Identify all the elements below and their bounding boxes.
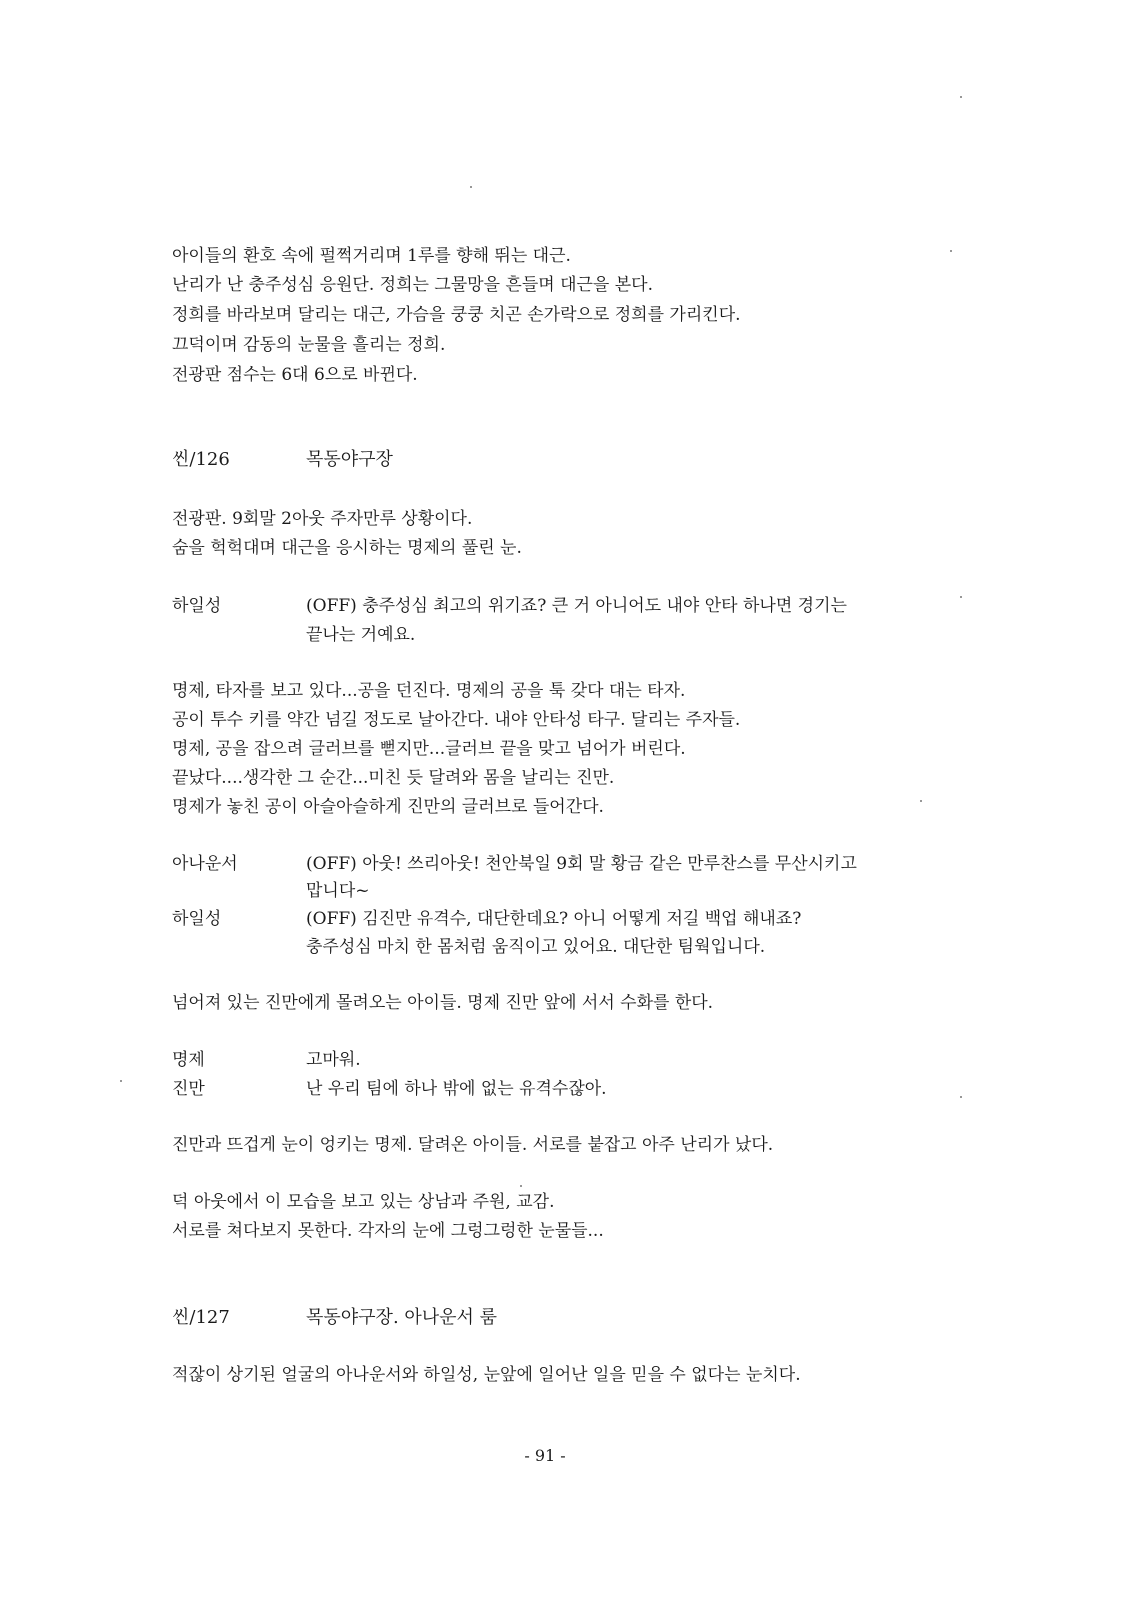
action-line: 명제, 타자를 보고 있다...공을 던진다. 명제의 공을 툭 갖다 대는 타자. [172,681,686,701]
scene-number: 씬/126 [172,449,230,470]
action-line: 전광판. 9회말 2아웃 주자만루 상황이다. [172,509,473,529]
scan-speck [950,250,952,252]
dialogue-speaker: 진만 [172,1079,205,1099]
action-line: 전광판 점수는 6대 6으로 바뀐다. [172,365,418,385]
action-line: 공이 투수 키를 약간 넘길 정도로 날아간다. 내야 안타성 타구. 달리는 주자들. [172,710,741,730]
action-line: 숨을 헉헉대며 대근을 응시하는 명제의 풀린 눈. [172,538,522,558]
dialogue-speaker: 아나운서 [172,854,238,874]
scene-location: 목동야구장 [306,449,393,470]
dialogue-line: 난 우리 팀에 하나 밖에 없는 유격수잖아. [306,1079,607,1099]
action-line: 아이들의 환호 속에 펄쩍거리며 1루를 향해 뛰는 대근. [172,246,571,266]
scan-speck [120,1080,122,1082]
page-number: - 91 - [524,1446,566,1465]
dialogue-line: (OFF) 김진만 유격수, 대단한데요? 아니 어떻게 저길 백업 해내죠? [306,909,802,929]
action-line: 진만과 뜨겁게 눈이 엉키는 명제. 달려온 아이들. 서로를 붙잡고 아주 난리가 났다. [172,1135,774,1155]
dialogue-line: 충주성심 마치 한 몸처럼 움직이고 있어요. 대단한 팀웍입니다. [306,937,766,957]
scan-speck [960,1096,962,1098]
scan-speck [920,800,922,802]
action-line: 끄덕이며 감동의 눈물을 흘리는 정희. [172,335,446,355]
scan-speck [520,1185,522,1187]
scan-speck [960,596,962,598]
dialogue-line: 맙니다~ [306,881,370,901]
scan-speck [470,186,472,188]
dialogue-line: (OFF) 충주성심 최고의 위기죠? 큰 거 아니어도 내야 안타 하나면 경기는 [306,596,847,616]
scan-speck [960,96,962,98]
action-line: 난리가 난 충주성심 응원단. 정희는 그물망을 흔들며 대근을 본다. [172,275,654,295]
dialogue-line: 고마워. [306,1050,361,1070]
action-line: 정희를 바라보며 달리는 대근, 가슴을 쿵쿵 치곤 손가락으로 정희를 가리킨다. [172,305,741,325]
action-line: 덕 아웃에서 이 모습을 보고 있는 상남과 주원, 교감. [172,1192,555,1212]
action-line: 끝났다....생각한 그 순간...미친 듯 달려와 몸을 날리는 진만. [172,768,615,788]
action-line: 명제가 놓친 공이 아슬아슬하게 진만의 글러브로 들어간다. [172,797,604,817]
dialogue-line: 끝나는 거예요. [306,625,416,645]
dialogue-line: (OFF) 아웃! 쓰리아웃! 천안북일 9회 말 황금 같은 만루찬스를 무산시키고 [306,854,857,874]
dialogue-speaker: 하일성 [172,596,222,616]
dialogue-speaker: 하일성 [172,909,222,929]
scene-number: 씬/127 [172,1307,230,1328]
action-line: 적잖이 상기된 얼굴의 아나운서와 하일성, 눈앞에 일어난 일을 믿을 수 없다는 눈치다. [172,1365,801,1385]
action-line: 넘어져 있는 진만에게 몰려오는 아이들. 명제 진만 앞에 서서 수화를 한다. [172,993,714,1013]
dialogue-speaker: 명제 [172,1050,205,1070]
action-line: 서로를 쳐다보지 못한다. 각자의 눈에 그렁그렁한 눈물들... [172,1221,604,1241]
action-line: 명제, 공을 잡으려 글러브를 뻗지만...글러브 끝을 맞고 넘어가 버린다. [172,739,686,759]
scene-location: 목동야구장. 아나운서 룸 [306,1307,498,1328]
